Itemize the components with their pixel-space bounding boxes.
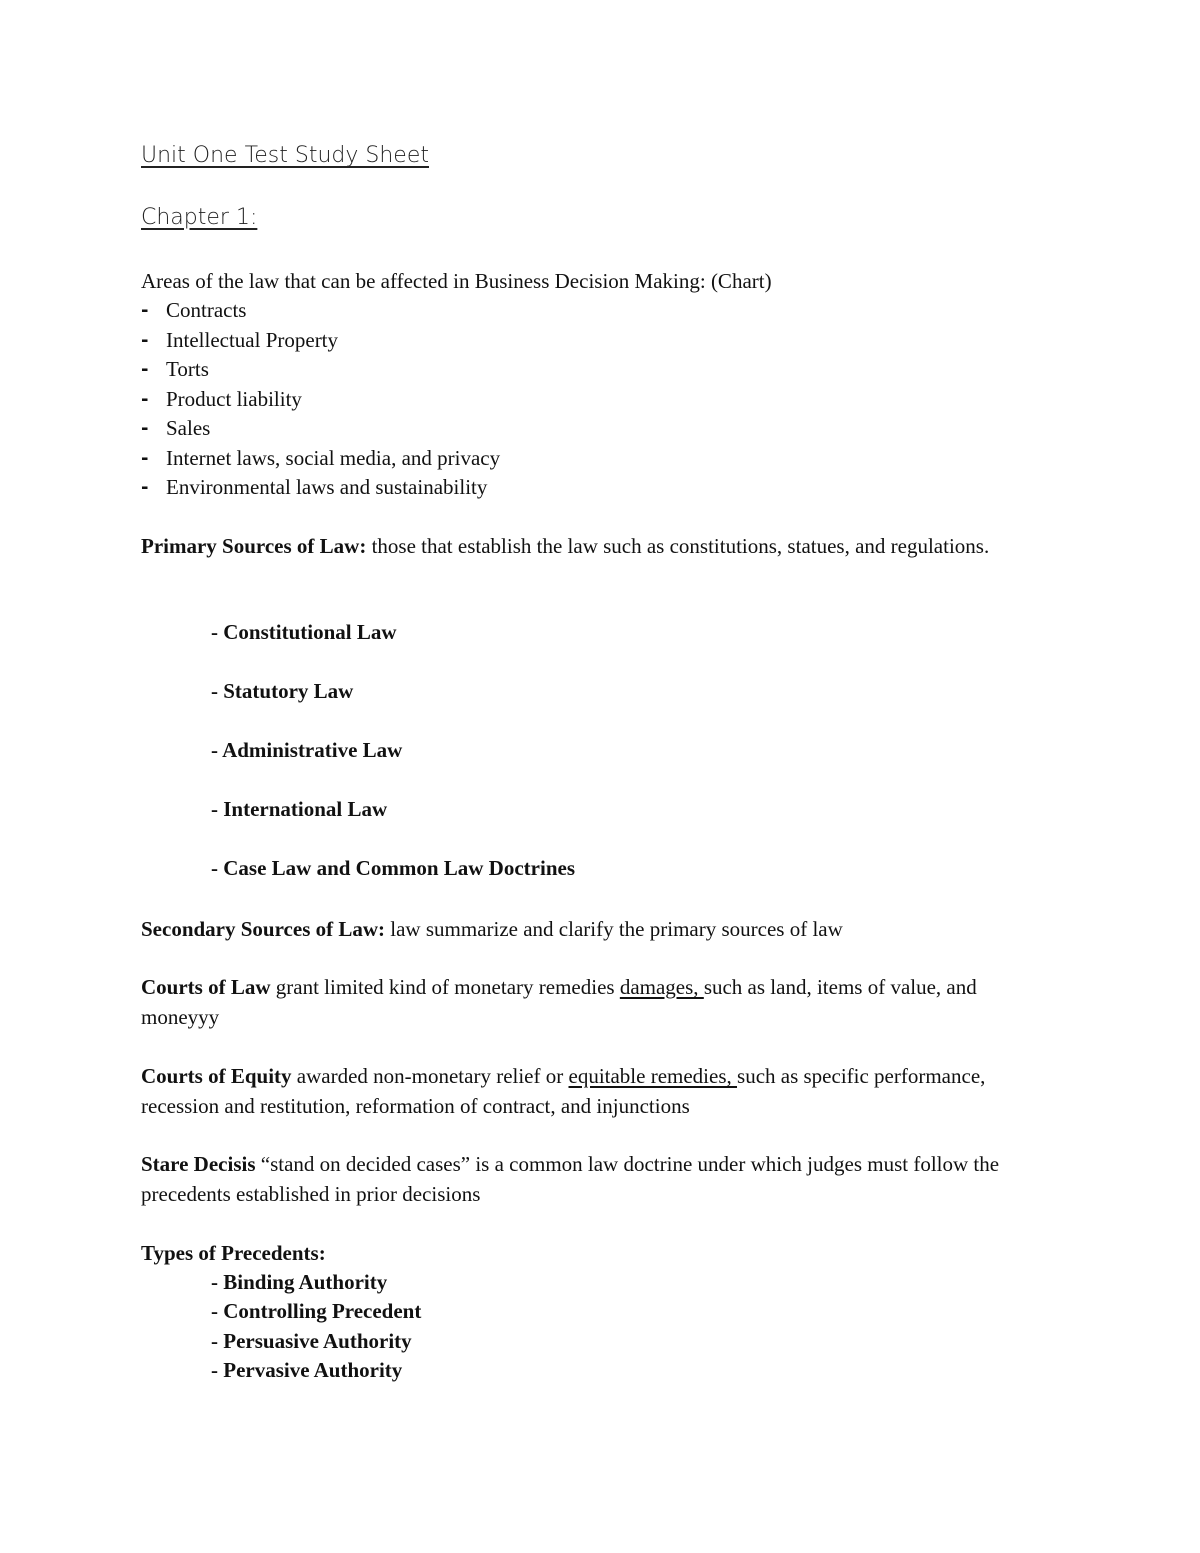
courts-of-equity-term: Courts of Equity	[141, 1064, 292, 1088]
list-item: - Sales	[141, 414, 500, 444]
list-item: - Torts	[141, 355, 500, 385]
primary-source-item: - International Law	[211, 797, 388, 821]
list-item: - Controlling Precedent	[211, 1299, 422, 1324]
primary-source-item: - Constitutional Law	[211, 620, 397, 644]
bullet-dash: -	[141, 329, 149, 351]
primary-sources-term: Primary Sources of Law:	[141, 534, 367, 558]
primary-sources-definition: those that establish the law such as constitutions, statues, and regulations.	[366, 534, 990, 558]
bullet-dash: -	[141, 418, 149, 439]
bullet-dash: -	[141, 359, 149, 380]
courts-of-equity-paragraph: Courts of Equity awarded non-monetary relief or equitable remedies, such as specific performance, recession and restitution, reformation of contract, and injunctions	[141, 1064, 986, 1118]
list-item: - Pervasive Authority	[211, 1357, 403, 1382]
areas-list	[141, 296, 500, 503]
bullet-dash: -	[141, 300, 149, 321]
list-item: - Persuasive Authority	[211, 1328, 412, 1353]
stare-decisis-paragraph: Stare Decisis “stand on decided cases” is a common law doctrine under which judges must follow the precedents established in prior decisions	[141, 1152, 1000, 1206]
courts-of-law-term: Courts of Law	[141, 975, 271, 999]
list-item: - Intellectual Property	[141, 326, 500, 356]
bullet-dash: -	[141, 388, 149, 410]
bullet-dash: -	[141, 477, 149, 498]
primary-source-item: - Statutory Law	[211, 679, 354, 703]
list-item: - Binding Authority	[211, 1270, 388, 1294]
primary-source-item: - Administrative Law	[211, 738, 403, 762]
damages-underlined: damages,	[619, 975, 704, 999]
precedents-list	[211, 1268, 421, 1385]
stare-decisis-term: Stare Decisis	[141, 1152, 256, 1176]
secondary-sources-term: Secondary Sources of Law:	[141, 917, 386, 941]
secondary-sources-paragraph	[141, 915, 1046, 945]
bullet-dash: -	[141, 447, 149, 469]
secondary-sources-definition: law summarize and clarify the primary sources of law	[385, 917, 843, 941]
precedents-heading: Types of Precedents:	[141, 1241, 326, 1265]
page-title: Unit One Test Study Sheet	[141, 143, 429, 168]
chapter-heading: Chapter 1:	[141, 205, 258, 230]
list-item: - Product liability	[141, 385, 500, 415]
equitable-remedies-underlined: equitable remedies,	[568, 1064, 738, 1088]
list-item: - Environmental laws and sustainability	[141, 473, 500, 503]
areas-intro: Areas of the law that can be affected in Business Decision Making: (Chart)	[141, 269, 772, 293]
primary-source-item: - Case Law and Common Law Doctrines	[211, 856, 575, 880]
primary-sources-paragraph	[141, 532, 1046, 562]
courts-of-law-paragraph: Courts of Law grant limited kind of monetary remedies damages, such as land, items of value, and moneyyy	[141, 975, 977, 1029]
list-item: - Contracts	[141, 296, 500, 326]
list-item: - Internet laws, social media, and privacy	[141, 444, 500, 474]
